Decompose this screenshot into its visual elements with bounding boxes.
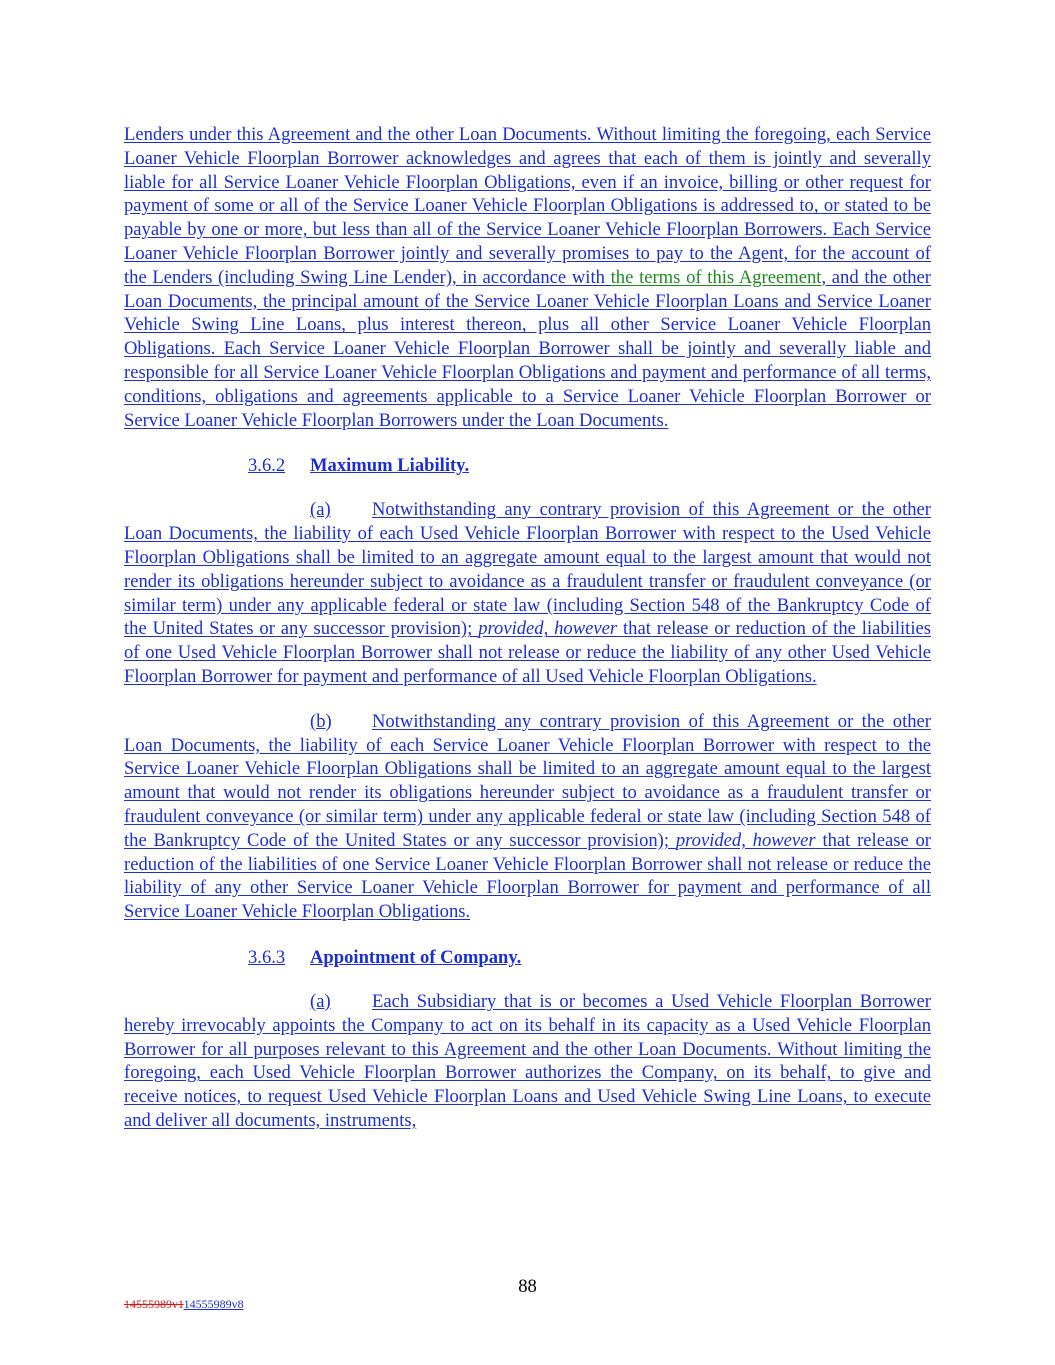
section-title: Maximum Liability.	[310, 455, 470, 477]
paragraph-text: Each Subsidiary that is or becomes a Used Vehicle Floorplan Borrower hereby irrevocably appoints the Company to act on its behalf in its capacity as a Used Vehicle Floorplan Borrower for all purposes relevant to this Agreement and the other Loan Documents. Without limiting the foregoing, each Used Vehicle Floorplan Borrower authorizes the Company, on its behalf, to give and receive notices, to request Used Vehicle Floorplan Loans and Used Vehicle Swing Line Loans, to execute and deliver all documents, instruments,	[124, 990, 931, 1131]
paragraph-3-6-2-b	[124, 710, 931, 924]
section-number: 3.6.3	[248, 946, 286, 968]
inserted-doc-id: 14555989v8	[183, 1297, 244, 1311]
paragraph-3-6-1-continued	[124, 123, 931, 432]
paragraph-text: that release or reduction of the liabilities of one Service Loaner Vehicle Floorplan Borrower shall not release or reduce the liability of any other Service Loaner Vehicle Floorplan Borrower for payment and performance of all Service Loaner Vehicle Floorplan Obligations.	[124, 829, 931, 923]
section-heading-3-6-3	[124, 946, 931, 970]
section-number: 3.6.2	[248, 455, 286, 477]
paragraph-text: , and the other Loan Documents, the principal amount of the Service Loaner Vehicle Floorplan Loans and Service Loaner Vehicle Swing Line Loans, plus interest thereon, plus all other Service Loaner Vehicle Floorplan Obligations. Each Service Loaner Vehicle Floorplan Borrower shall be jointly and severally liable and responsible for all Service Loaner Vehicle Floorplan Obligations and payment and performance of all terms, conditions, obligations and agreements applicable to a Service Loaner Vehicle Floorplan Borrower or Service Loaner Vehicle Floorplan Borrowers under the Loan Documents.	[124, 266, 931, 431]
paragraph-3-6-2-a	[124, 498, 931, 688]
paragraph-3-6-3-a	[124, 990, 931, 1133]
document-body	[124, 123, 931, 1133]
italic-proviso: provided, however	[675, 829, 816, 851]
moved-text-link: the terms of this Agreement	[610, 266, 822, 288]
section-heading-3-6-2	[124, 454, 931, 478]
document-id	[124, 1297, 244, 1312]
clause-label: (b)	[310, 710, 332, 732]
page-number: 88	[518, 1276, 537, 1297]
deleted-doc-id: 14555989v1	[124, 1297, 184, 1311]
paragraph-text: Notwithstanding any contrary provision of this Agreement or the other Loan Documents, the liability of each Service Loaner Vehicle Floorplan Borrower with respect to the Service Loaner Vehicle Floorplan Obligations shall be limited to an aggregate amount equal to the largest amount that would not render its obligations hereunder subject to avoidance as a fraudulent transfer or fraudulent conveyance (or similar term) under any applicable federal or state law (including Section 548 of the Bankruptcy Code of the United States or any successor provision);	[124, 710, 931, 851]
italic-proviso: provided, however	[478, 618, 618, 640]
section-title: Appointment of Company.	[310, 946, 522, 968]
clause-label: (a)	[310, 499, 331, 521]
paragraph-text: that release or reduction of the liabilities of one Used Vehicle Floorplan Borrower shall not release or reduce the liability of any other Used Vehicle Floorplan Borrower for payment and performance of all Used Vehicle Floorplan Obligations.	[124, 618, 931, 687]
spacer	[124, 689, 931, 710]
paragraph-text: Lenders under this Agreement and the other Loan Documents. Without limiting the foregoing, each Service Loaner Vehicle Floorplan Borrower acknowledges and agrees that each of them is jointly and severally liable for all Service Loaner Vehicle Floorplan Obligations, even if an invoice, billing or other request for payment of some or all of the Service Loaner Vehicle Floorplan Obligations is addressed to, or stated to be payable by one or more, but less than all of the Service Loaner Vehicle Floorplan Borrowers. Each Service Loaner Vehicle Floorplan Borrower jointly and severally promises to pay to the Agent, for the account of the Lenders (including Swing Line Lender), in accordance with	[124, 124, 931, 288]
clause-label: (a)	[310, 990, 331, 1012]
paragraph-text: Notwithstanding any contrary provision of this Agreement or the other Loan Documents, the liability of each Used Vehicle Floorplan Borrower with respect to the Used Vehicle Floorplan Obligations shall be limited to an aggregate amount equal to the largest amount that would not render its obligations hereunder subject to avoidance as a fraudulent transfer or fraudulent conveyance (or similar term) under any applicable federal or state law (including Section 548 of the Bankruptcy Code of the United States or any successor provision);	[124, 499, 931, 640]
